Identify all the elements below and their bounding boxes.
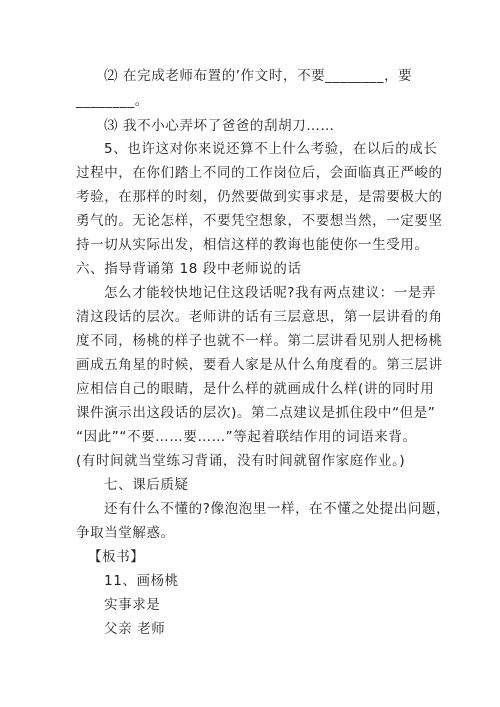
text-line: 课件演示出这段话的层次)。第二点建议是抓住段中“但是” xyxy=(76,405,436,421)
text-line: ⑶ 我不小心弄坏了爸爸的刮胡刀…… xyxy=(104,118,335,134)
text-line: “因此”“不要……要……”等起着联结作用的词语来背。 xyxy=(76,429,417,445)
text-line: 还有什么不懂的?像泡泡里一样，在不懂之处提出问题， xyxy=(104,501,451,517)
text-line: 父亲 老师 xyxy=(104,621,166,637)
text-line: 考验，在那样的时刻，仍然要做到实事求是，是需要极大的 xyxy=(76,189,443,205)
text-line: 实事求是 xyxy=(104,597,161,613)
text-line: 5、也许这对你来说还算不上什么考验，在以后的成长 xyxy=(104,141,438,157)
text-line: 清这段话的层次。老师讲的话有三层意思，第一层讲看的角 xyxy=(76,309,443,325)
text-line: 争取当堂解惑。 xyxy=(76,525,175,541)
text-line: 画成五角星的时候，要看人家是从什么角度看的。第三层讲 xyxy=(76,357,443,373)
board-heading: 【板书】 xyxy=(88,549,145,565)
text-line: ⑵ 在完成老师布置的’作文时，不要________，要 xyxy=(104,68,413,84)
section-heading: 六、指导背诵第 18 段中老师说的话 xyxy=(76,261,302,277)
text-line: (有时间就当堂练习背诵，没有时间就留作家庭作业。) xyxy=(76,453,406,469)
text-line: 应相信自己的眼睛，是什么样的就画成什么样(讲的同时用 xyxy=(76,381,435,397)
text-line: 过程中，在你们踏上不同的工作岗位后，会面临真正严峻的 xyxy=(76,165,443,181)
text-line: 怎么才能较快地记住这段话呢?我有两点建议：一是弄 xyxy=(104,285,437,301)
text-line: 勇气的。无论怎样，不要凭空想象，不要想当然，一定要坚 xyxy=(76,213,443,229)
text-line: 11、画杨桃 xyxy=(104,573,179,589)
text-line: ________。 xyxy=(76,93,149,109)
text-line: 持一切从实际出发，相信这样的教诲也能使你一生受用。 xyxy=(76,237,429,253)
section-heading: 七、课后质疑 xyxy=(104,477,189,493)
text-line: 度不同，杨桃的样子也就不一样。第二层讲看见别人把杨桃 xyxy=(76,333,443,349)
